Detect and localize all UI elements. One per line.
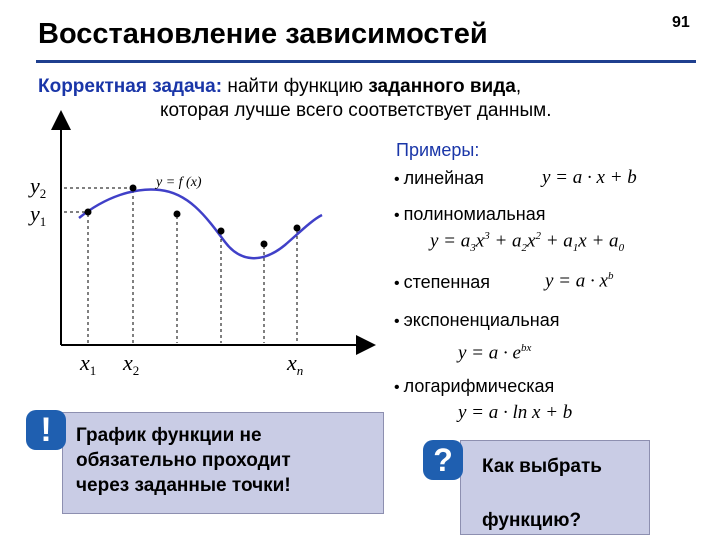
formula-logarithmic: y = a · ln x + b: [458, 402, 573, 423]
x2-label: $x_2$: [123, 350, 140, 378]
data-point: [130, 185, 137, 192]
question-line-1: Как выбрать: [482, 456, 602, 477]
example-exponential: • экспоненциальная: [394, 310, 559, 331]
example-linear: • линейная: [394, 168, 484, 189]
slide-title: Восстановление зависимостей: [38, 18, 488, 50]
question-line-2: функцию?: [482, 510, 582, 531]
task-text-2: ,: [515, 76, 522, 97]
data-point: [261, 241, 268, 248]
note-line: График функции не: [76, 425, 262, 446]
example-logarithmic: • логарифмическая: [394, 376, 554, 397]
y1-label: $y_1$: [30, 201, 47, 229]
formula-polynomial: $y = a_3x^3 + a_2x^2 + a_1x + a_0$: [430, 230, 625, 255]
note-text: [76, 423, 291, 498]
data-point: [174, 211, 181, 218]
data-point: [218, 228, 225, 235]
y2-label: $y_2$: [30, 173, 47, 201]
data-point: [294, 225, 301, 232]
xn-label: $x_n$: [287, 350, 304, 378]
x1-label: $x_1$: [80, 350, 97, 378]
page-number: 91: [672, 14, 690, 31]
example-polynomial: • полиномиальная: [394, 204, 546, 225]
question-icon: ?: [423, 440, 463, 480]
task-bold: заданного вида: [368, 76, 516, 97]
note-line: обязательно проходит: [76, 450, 291, 471]
task-label: Корректная задача:: [38, 76, 223, 97]
examples-title: Примеры:: [396, 140, 480, 160]
exclamation-icon: !: [26, 410, 66, 450]
task-statement-line2: которая лучше всего соответствует данным.: [160, 100, 552, 121]
formula-linear: y = a · x + b: [542, 167, 637, 188]
formula-exponential: $y = a \cdot e^{bx}$: [458, 342, 532, 364]
example-power: • степенная: [394, 272, 490, 293]
formula-power: $y = a \cdot x^b$: [545, 270, 614, 292]
data-point: [85, 209, 92, 216]
note-line: через заданные точки!: [76, 475, 291, 496]
task-text-1: найти функцию: [222, 76, 369, 97]
fitted-curve: [79, 189, 322, 258]
curve-label: y = f (x): [156, 175, 202, 190]
